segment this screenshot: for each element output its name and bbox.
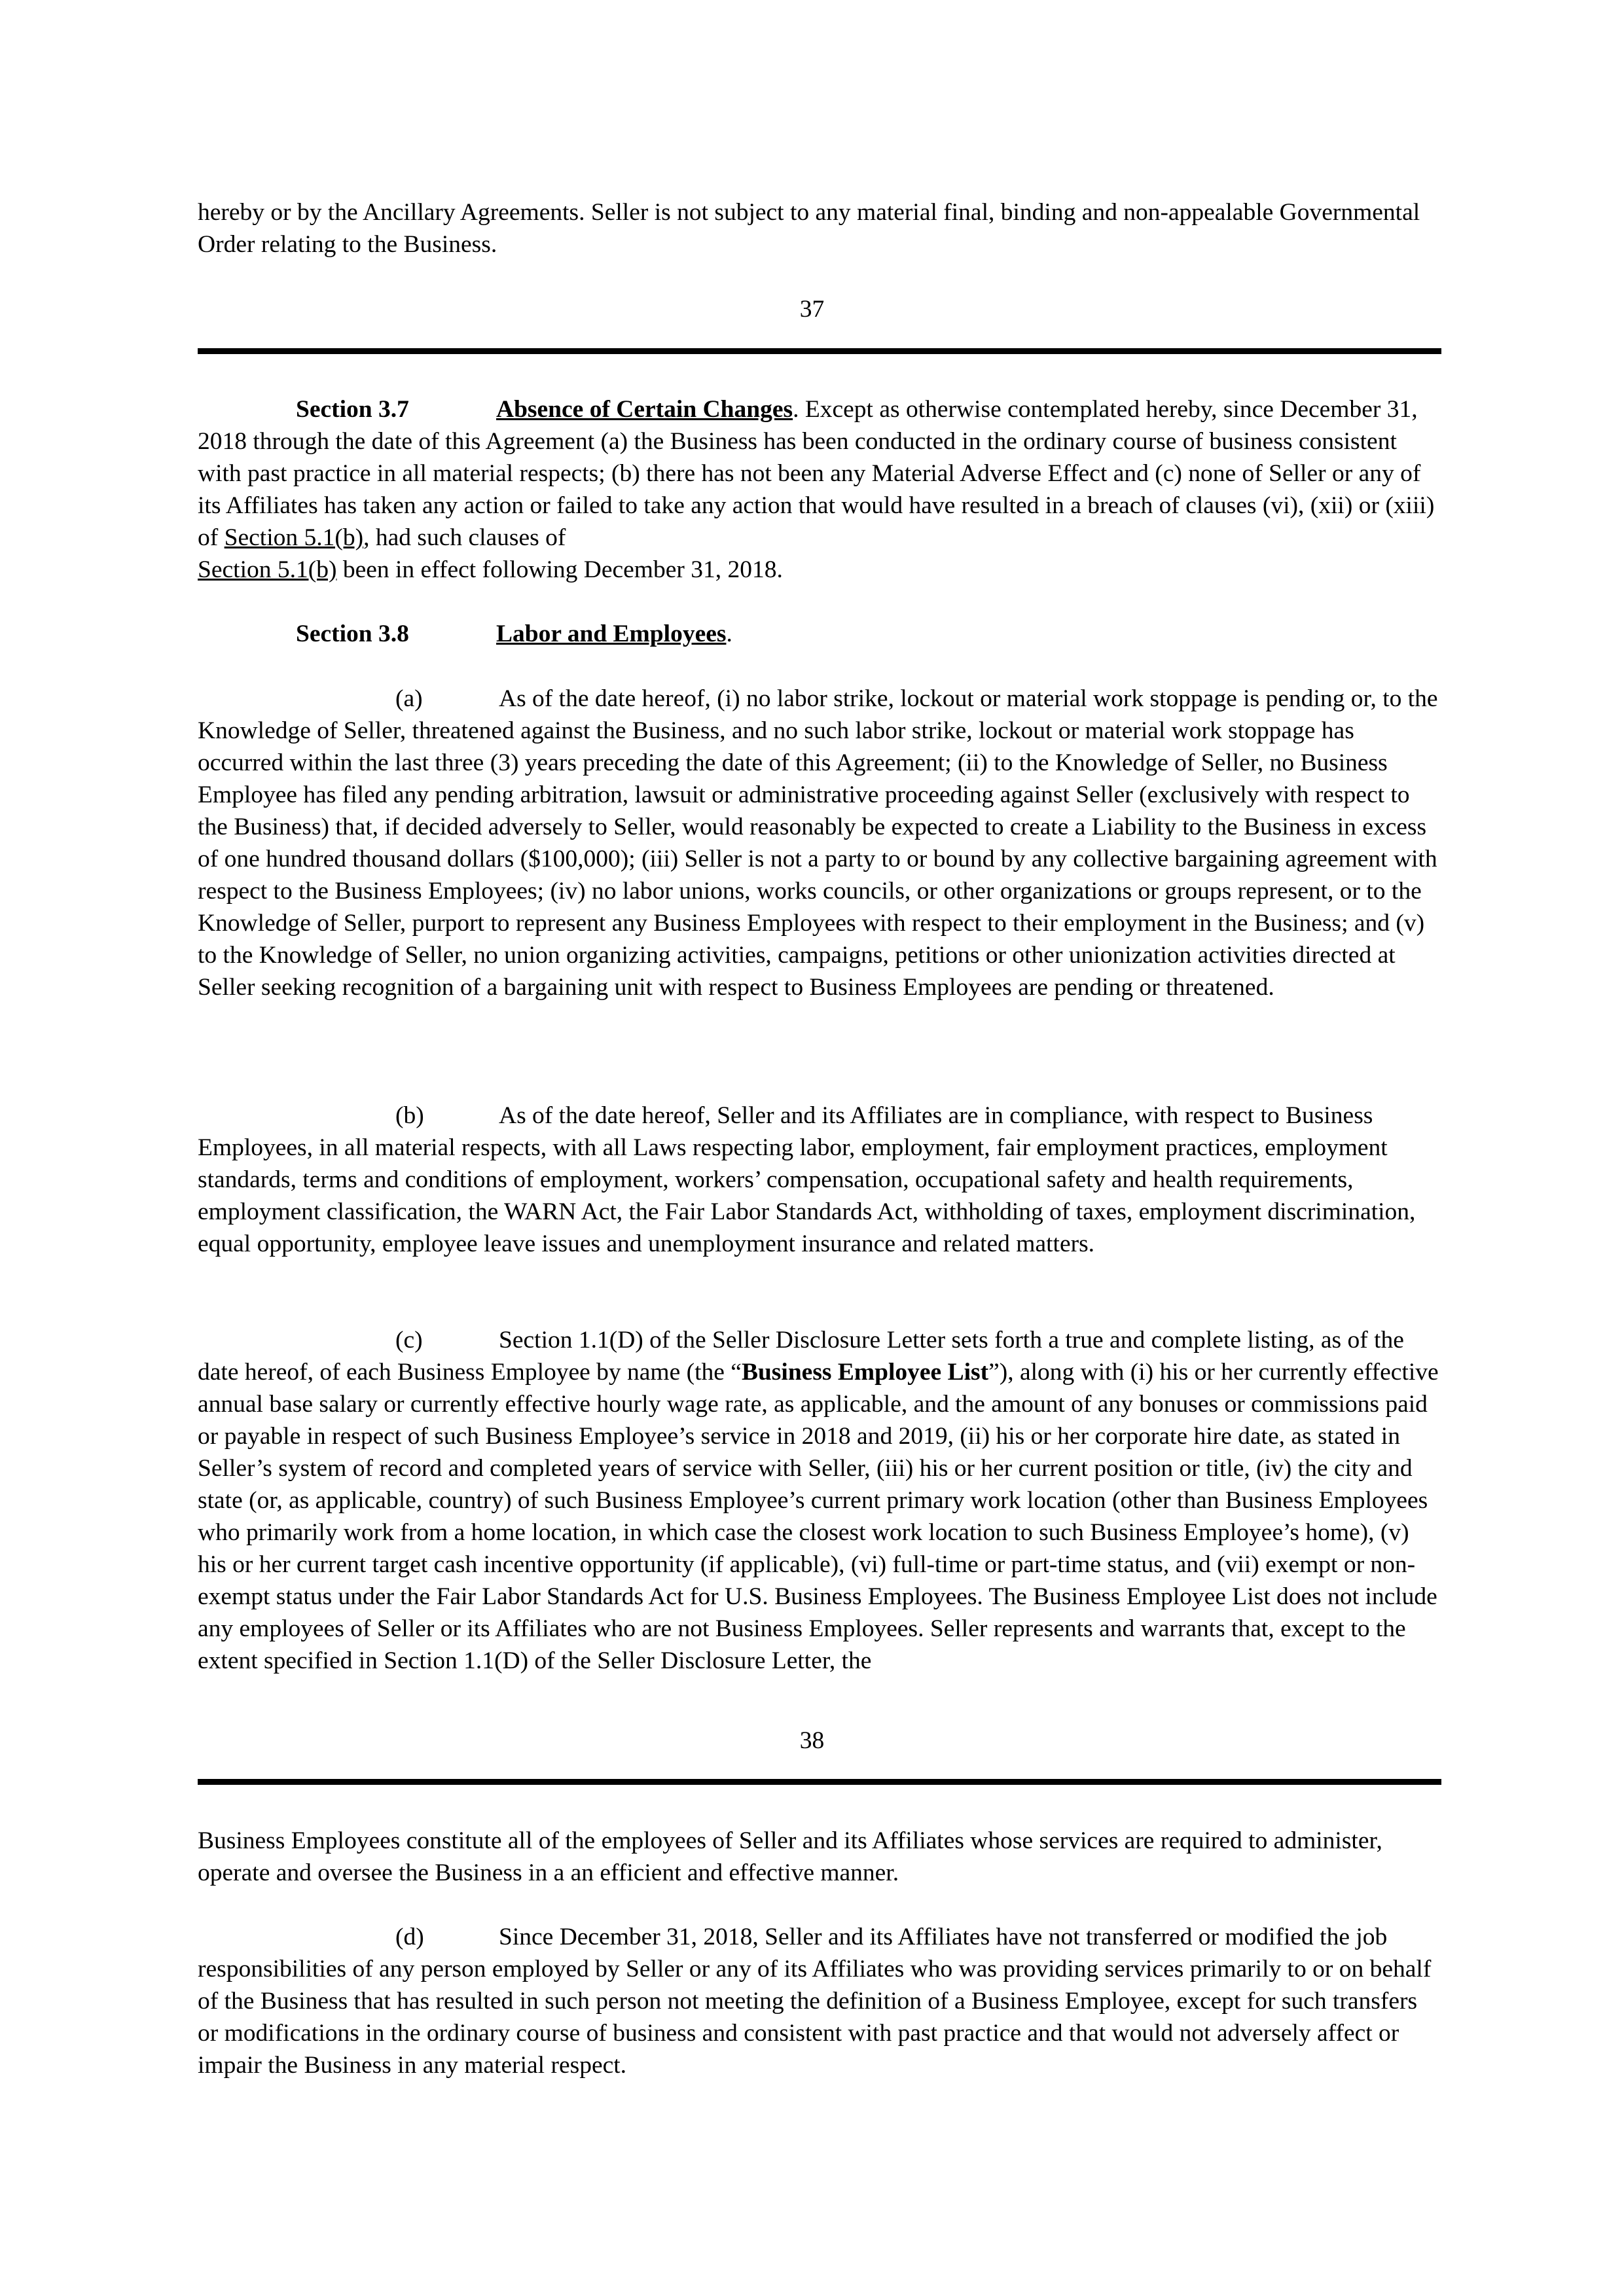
subsection-label: (b) <box>395 1102 424 1129</box>
page-break-rule <box>198 1779 1441 1785</box>
cross-reference: Section 5.1(b) <box>198 556 337 583</box>
section-number: Section 3.7 <box>296 396 409 423</box>
paragraph-continuation-top <box>198 196 1441 260</box>
section-title-end: . <box>726 620 732 647</box>
section-number: Section 3.8 <box>296 620 409 647</box>
subsection-text: As of the date hereof, Seller and its Affiliates are in compliance, with respect to Business Employees, in all material respects, with all Laws respecting labor, employment, fair employment practices, employment standards, terms and conditions of employment, workers’ compensation, occupational safety and health requirements, employment classification, the WARN Act, the Fair Labor Standards Act, withholding of taxes, employment discrimination, equal opportunity, employee leave issues and unemployment insurance and related matters. <box>198 1102 1416 1257</box>
page-break-rule <box>198 348 1441 354</box>
defined-term: Business Employee List <box>741 1359 989 1386</box>
subsection-d <box>198 1921 1441 2081</box>
section-text: , had such clauses of <box>363 524 566 551</box>
subsection-text: As of the date hereof, (i) no labor strike, lockout or material work stoppage is pending or, to the Knowledge of Seller, threatened against the Business, and no such labor strike, lockout or material work stoppage has occurred within the last three (3) years preceding the date of this Agreement; (ii) to the Knowledge of Seller, no Business Employee has filed any pending arbitration, lawsuit or administrative proceeding against Seller (exclusively with respect to the Business) that, if decided adversely to Seller, would reasonably be expected to create a Liability to the Business in excess of one hundred thousand dollars ($100,000); (iii) Seller is not a party to or bound by any collective bargaining agreement with respect to the Business Employees; (iv) no labor unions, works councils, or other organizations or groups represent, or to the Knowledge of Seller, purport to represent any Business Employees with respect to their employment in the Business; and (v) to the Knowledge of Seller, no union organizing activities, campaigns, petitions or other unionization activities directed at Seller seeking recognition of a bargaining unit with respect to Business Employees are pending or threatened. <box>198 685 1438 1001</box>
section-text: . Except as otherwise contemplated hereby, since December 31, 2018 through the date of this Agreement (a) the Business has been conducted in the ordinary course of business consistent with past practice in all material respects; (b) there has not been any Material Adverse Effect and (c) none of Seller or any of its Affiliates has taken any action or failed to take any action that would have resulted in a breach of clauses (vi), (xii) or (xiii) of <box>198 396 1435 551</box>
section-title: Absence of Certain Changes <box>496 396 793 423</box>
subsection-b <box>198 1100 1441 1260</box>
subsection-text: ”), along with (i) his or her currently effective annual base salary or currently effective hourly wage rate, as applicable, and the amount of any bonuses or commissions paid or payable in respect of such Business Employee’s service in 2018 and 2019, (ii) his or her corporate hire date, as stated in Seller’s system of record and completed years of service with Seller, (iii) his or her current position or title, (iv) the city and state (or, as applicable, country) of such Business Employee’s current primary work location (other than Business Employees who primarily work from a home location, in which case the closest work location to such Business Employee’s home), (v) his or her current target cash incentive opportunity (if applicable), (vi) full-time or part-time status, and (vii) exempt or non-exempt status under the Fair Labor Standards Act for U.S. Business Employees. The Business Employee List does not include any employees of Seller or its Affiliates who are not Business Employees. Seller represents and warrants that, except to the extent specified in Section 1.1(D) of the Seller Disclosure Letter, the <box>198 1359 1439 1674</box>
page-number-37: 37 <box>799 296 825 323</box>
subsection-text: Since December 31, 2018, Seller and its Affiliates have not transferred or modified the job responsibilities of any person employed by Seller or any of its Affiliates who was providing services primarily to or on behalf of the Business that has resulted in such person not meeting the definition of a Business Employee, except for such transfers or modifications in the ordinary course of business and consistent with past practice and that would not adversely affect or impair the Business in any material respect. <box>198 1924 1432 2079</box>
section-3-8 <box>198 618 1441 650</box>
subsection-c-continuation <box>198 1825 1441 1889</box>
subsection-label: (a) <box>395 685 423 712</box>
cross-reference: Section 5.1(b) <box>224 524 364 551</box>
section-3-7 <box>198 393 1441 586</box>
subsection-c <box>198 1324 1441 1677</box>
paragraph-text: hereby or by the Ancillary Agreements. Seller is not subject to any material final, binding and non-appealable Governmental Order relating to the Business. <box>198 199 1420 258</box>
subsection-a <box>198 683 1441 1003</box>
subsection-label: (c) <box>395 1327 423 1354</box>
page-number-38: 38 <box>799 1727 825 1754</box>
subsection-text: Section 1.1(D) of the Seller Disclosure Letter sets forth a true and complete listing, as of the date hereof, of each Business Employee by name (the “ <box>198 1327 1404 1386</box>
section-text: been in effect following December 31, 2018. <box>336 556 783 583</box>
paragraph-text: Business Employees constitute all of the employees of Seller and its Affiliates whose services are required to administer, operate and oversee the Business in a an efficient and effective manner. <box>198 1827 1382 1886</box>
subsection-label: (d) <box>395 1924 424 1950</box>
section-title: Labor and Employees <box>496 620 727 647</box>
